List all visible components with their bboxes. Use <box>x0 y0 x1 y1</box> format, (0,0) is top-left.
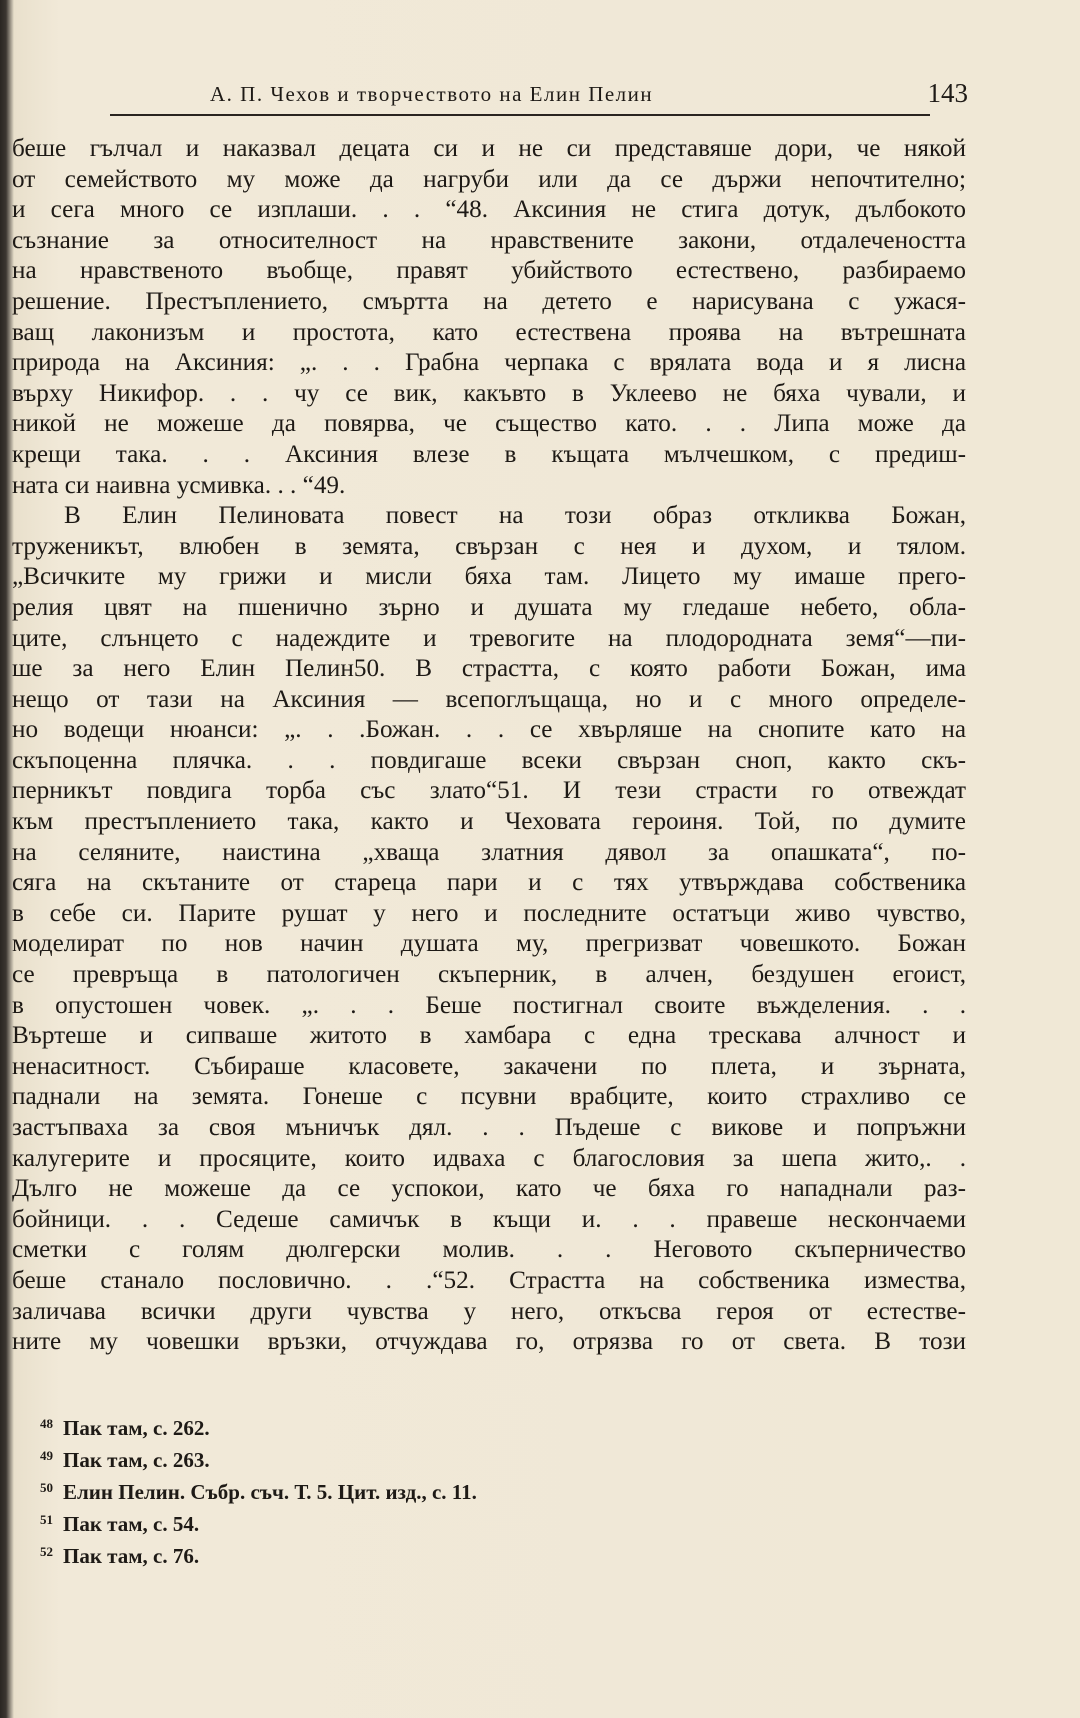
text-line: на селяните, наистина „хваща златния дявол за опашката“, по- <box>12 838 966 866</box>
text-line: бойници. . . Седеше самичък в къщи и. . . правеше нескончаеми <box>12 1205 966 1233</box>
footnote <box>40 1506 840 1538</box>
text-line: труженикът, влюбен в земята, свързан с нея и духом, и тялом. <box>12 532 966 560</box>
text-line: сяга на скътаните от стареца пари и с тях утвърждава собственика <box>12 869 966 897</box>
text-line: решение. Престъплението, смъртта на детето е нарисувана с ужася- <box>12 287 966 315</box>
text-line: релия цвят на пшенично зърно и душата му гледаше небето, обла- <box>12 593 966 621</box>
text-line: никой не можеше да повярва, че същество като. . . Липа може да <box>12 410 966 438</box>
text-line: ващ лаконизъм и простота, като естествена проява на вътрешната <box>12 318 966 346</box>
text-line: калугерите и просяците, които идваха с благословия за шепа жито,. . <box>12 1144 966 1172</box>
text-line: ше за него Елин Пелин50. В страстта, с която работи Божан, има <box>12 655 966 683</box>
footnote-text: Пак там, с. 76. <box>63 1544 200 1568</box>
footnote-number: 50 <box>40 1480 53 1495</box>
footnote-number: 48 <box>40 1416 53 1431</box>
paragraph-start-line: В Елин Пелиновата повест на този образ откликва Божан, <box>64 502 966 530</box>
text-line: се превръща в патологичен скъперник, в алчен, бездушен егоист, <box>12 961 966 989</box>
footnote <box>40 1474 840 1506</box>
text-line: скъпоценна плячка. . . повдигаше всеки свързан сноп, както скъ- <box>12 746 966 774</box>
text-line: застъпваха за своя мъничък дял. . . Пъдеше с викове и попръжни <box>12 1114 966 1141</box>
text-line: но водещи нюанси: „. . .Божан. . . се хвърляше на снопите като на <box>12 716 966 744</box>
footnote <box>40 1442 840 1474</box>
footnote-text: Пак там, с. 54. <box>63 1512 200 1536</box>
footnote-text: Пак там, с. 263. <box>63 1448 210 1472</box>
page-number: 143 <box>927 78 968 108</box>
text-line: Дълго не можеше да се успокои, като че бяха го нападнали раз- <box>12 1175 966 1203</box>
running-head <box>110 78 970 118</box>
text-line: нещо от тази на Аксиния — всепоглъщаща, но и с много определе- <box>12 685 966 713</box>
text-line: перникът повдига торба със злато“51. И тези страсти го отвеждат <box>12 777 966 805</box>
body-text <box>12 134 966 1358</box>
running-title: А. П. Чехов и творчеството на Елин Пелин <box>210 82 654 106</box>
text-line: крещи така. . . Аксиния влезе в къщата мълчешком, с предиш- <box>12 440 966 468</box>
text-line: ните му човешки връзки, отчуждава го, отрязва го от света. В този <box>12 1328 966 1356</box>
text-line: съзнание за относителност на нравствените закони, отдалечеността <box>12 226 966 254</box>
text-line: към престъплението така, както и Чеховата героиня. Той, по думите <box>12 808 966 836</box>
footnote-number: 49 <box>40 1448 53 1463</box>
text-line: беше станало пословично. . .“52. Страстта на собственика измества, <box>12 1266 966 1294</box>
text-line: Въртеше и сипваше житото в хамбара с една трескава алчност и <box>12 1022 966 1050</box>
text-line: ненаситност. Събираше класовете, закачени по плета, и зърната, <box>12 1052 966 1080</box>
text-line: паднали на земята. Гонеше с псувни врабците, които страхливо се <box>12 1083 966 1111</box>
header-rule <box>110 114 930 116</box>
text-line: в опустошен човек. „. . . Беше постигнал своите въжделения. . . <box>12 991 966 1019</box>
text-line: ците, слънцето с надеждите и тревогите на плодородната земя“—пи- <box>12 624 966 652</box>
footnote <box>40 1410 840 1442</box>
text-line: сметки с голям дюлгерски молив. . . Неговото скъперничество <box>12 1236 966 1264</box>
footnote-number: 51 <box>40 1512 53 1527</box>
text-line: моделират по нов начин душата му, прегризват човешкото. Божан <box>12 930 966 958</box>
text-line: заличава всички други чувства у него, откъсва героя от естестве- <box>12 1297 966 1325</box>
text-line: на нравственото въобще, правят убийството естествено, разбираемо <box>12 257 966 285</box>
text-line: върху Никифор. . . чу се вик, какъвто в Уклеево не бяха чували, и <box>12 379 966 407</box>
footnote <box>40 1538 840 1570</box>
text-line: природа на Аксиния: „. . . Грабна черпака с врялата вода и я лисна <box>12 349 966 377</box>
text-line: „Всичките му грижи и мисли бяха там. Лицето му имаше прего- <box>12 563 966 591</box>
text-line: беше гълчал и наказвал децата си и не си представяше дори, че някой <box>12 135 966 162</box>
footnote-number: 52 <box>40 1544 53 1559</box>
text-line: и сега много се изплаши. . . “48. Аксиния не стига дотук, дълбокото <box>12 196 966 224</box>
footnotes <box>40 1410 840 1570</box>
footnote-text: Пак там, с. 262. <box>63 1416 210 1440</box>
footnote-text: Елин Пелин. Събр. съч. Т. 5. Цит. изд., с. 11. <box>63 1480 477 1504</box>
text-line: в себе си. Парите рушат у него и последните остатъци живо чувство, <box>12 899 966 927</box>
text-line: ната си наивна усмивка. . . “49. <box>12 471 346 499</box>
text-line: от семейството му може да нагруби или да се държи непочтително; <box>12 165 966 193</box>
